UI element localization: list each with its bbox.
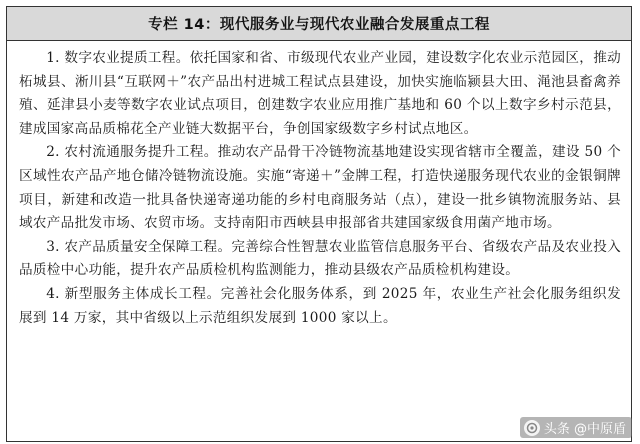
watermark: [520, 417, 632, 438]
box-body: [7, 41, 631, 330]
paragraph-rural-circulation: 2. 农村流通服务提升工程。推动农产品骨干冷链物流基地建设实现省辖市全覆盖，建设 50 个区域性农产品产地仓储冷链物流设施。实施“寄递＋”金牌工程，打造快递服务现代农业的金银铜牌项目，新建和改造一批具备快递寄递功能的乡村电商服务站（点），建设一批乡镇物流服务站、县域农产品批发市场、农贸市场。支持南阳市西峡县申报部省共建国家级食用菌产地市场。: [19, 144, 621, 232]
box-title: 专栏 14：现代服务业与现代农业融合发展重点工程: [7, 7, 631, 41]
watermark-logo-icon: [524, 420, 540, 436]
watermark-text: 头条 @中原盾: [543, 422, 626, 437]
paragraph-service-entities: 4. 新型服务主体成长工程。完善社会化服务体系，到 2025 年，农业生产社会化服务组织发展到 14 万家，其中省级以上示范组织发展到 1000 家以上。: [19, 285, 621, 326]
paragraph-quality-safety: 3. 农产品质量安全保障工程。完善综合性智慧农业监管信息服务平台、省级农产品及农业投入品质检中心功能，提升农产品质检机构监测能力，推动县级农产品质检机构建设。: [19, 238, 621, 279]
paragraph-digital-agriculture: 1. 数字农业提质工程。依托国家和省、市级现代农业产业园，建设数字化农业示范园区，推动柘城县、淅川县“互联网＋”农产品出村进城工程试点县建设，加快实施临颍县大田、渑池县畜禽养殖、延津县小麦等数字农业试点项目，创建数字农业应用推广基地和 60 个以上数字乡村示范县，建成国家高品质棉花全产业链大数据平台，争创国家级数字乡村试点地区。: [19, 50, 621, 137]
feature-box: [6, 6, 632, 442]
